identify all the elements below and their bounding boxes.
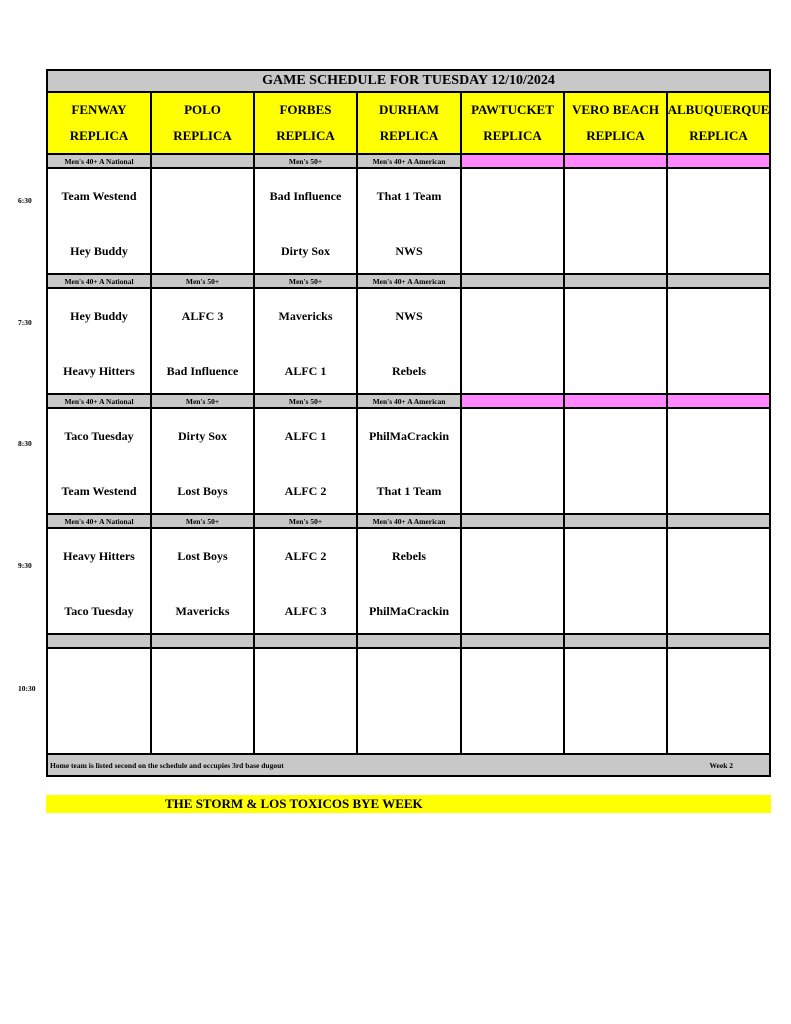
games-row — [48, 529, 769, 635]
division-label — [255, 635, 358, 647]
division-label — [462, 275, 565, 287]
home-team: PhilMaCrackin — [369, 604, 449, 618]
division-label — [462, 395, 565, 407]
field-type: REPLICA — [586, 128, 645, 143]
away-team: ALFC 1 — [284, 429, 327, 443]
game-cell — [565, 289, 668, 393]
game-cell — [668, 289, 769, 393]
game-cell — [255, 169, 358, 273]
division-row — [48, 155, 769, 169]
division-label — [462, 635, 565, 647]
game-cell — [152, 289, 255, 393]
division-label — [48, 635, 152, 647]
home-team: Hey Buddy — [70, 244, 128, 258]
home-team: ALFC 3 — [284, 604, 327, 618]
time-slots — [48, 155, 769, 755]
game-cell — [462, 409, 565, 513]
away-team: Bad Influence — [269, 189, 342, 203]
time-label: 7:30 — [18, 318, 32, 327]
game-cell — [565, 409, 668, 513]
division-label — [565, 155, 668, 167]
game-cell — [48, 289, 152, 393]
division-label: Men's 40+ A American — [358, 515, 462, 527]
footer-row — [48, 755, 769, 775]
field-name: VERO BEACH — [571, 102, 660, 117]
division-label — [462, 155, 565, 167]
home-team: Taco Tuesday — [64, 604, 134, 618]
bye-week-text: THE STORM & LOS TOXICOS BYE WEEK — [165, 796, 423, 811]
field-header — [462, 93, 565, 153]
game-cell — [152, 169, 255, 273]
field-type: REPLICA — [276, 128, 335, 143]
division-label — [152, 155, 255, 167]
game-cell — [668, 169, 769, 273]
game-cell — [48, 529, 152, 633]
game-cell — [358, 529, 462, 633]
schedule-table — [46, 69, 771, 777]
away-team: Dirty Sox — [178, 429, 227, 443]
field-name: DURHAM — [379, 102, 439, 117]
division-label: Men's 40+ A National — [48, 275, 152, 287]
away-team: Mavericks — [278, 309, 333, 323]
field-header — [668, 93, 769, 153]
home-team: NWS — [395, 244, 423, 258]
division-label — [462, 515, 565, 527]
home-team: Bad Influence — [166, 364, 239, 378]
game-cell — [255, 289, 358, 393]
home-team: Dirty Sox — [281, 244, 330, 258]
away-team: ALFC 2 — [284, 549, 327, 563]
division-label — [565, 395, 668, 407]
division-label: Men's 50+ — [255, 515, 358, 527]
time-label: 6:30 — [18, 196, 32, 205]
game-cell — [152, 409, 255, 513]
away-team: PhilMaCrackin — [369, 429, 449, 443]
division-label: Men's 50+ — [152, 515, 255, 527]
home-team-note: Home team is listed second on the schedule and occupies 3rd base dugout — [50, 760, 284, 770]
division-label: Men's 50+ — [255, 155, 358, 167]
game-cell — [48, 649, 152, 753]
home-team: That 1 Team — [376, 484, 442, 498]
division-label — [358, 635, 462, 647]
away-team: NWS — [395, 309, 423, 323]
field-header-row — [48, 93, 769, 155]
game-cell — [358, 289, 462, 393]
game-cell — [565, 649, 668, 753]
time-label: 8:30 — [18, 439, 32, 448]
game-cell — [358, 649, 462, 753]
away-team: Hey Buddy — [70, 309, 128, 323]
division-label: Men's 50+ — [255, 275, 358, 287]
division-label — [565, 635, 668, 647]
field-header — [48, 93, 152, 153]
field-name: FENWAY — [71, 102, 127, 117]
game-cell — [358, 409, 462, 513]
field-header — [152, 93, 255, 153]
division-label: Men's 50+ — [255, 395, 358, 407]
game-cell — [668, 409, 769, 513]
division-row — [48, 635, 769, 649]
division-label: Men's 40+ A National — [48, 155, 152, 167]
game-cell — [48, 409, 152, 513]
away-team: Lost Boys — [177, 549, 228, 563]
division-label: Men's 40+ A American — [358, 155, 462, 167]
division-label: Men's 40+ A American — [358, 395, 462, 407]
schedule-title: GAME SCHEDULE FOR TUESDAY 12/10/2024 — [48, 71, 769, 93]
game-cell — [152, 649, 255, 753]
home-team: Rebels — [392, 364, 426, 378]
field-header — [358, 93, 462, 153]
week-label: Week 2 — [709, 760, 733, 770]
games-row — [48, 289, 769, 395]
home-team: Mavericks — [175, 604, 230, 618]
field-name: POLO — [184, 102, 221, 117]
field-type: REPLICA — [689, 128, 748, 143]
division-label — [152, 635, 255, 647]
away-team: Team Westend — [61, 189, 137, 203]
division-label: Men's 50+ — [152, 275, 255, 287]
games-row — [48, 409, 769, 515]
division-label: Men's 50+ — [152, 395, 255, 407]
home-team: ALFC 1 — [284, 364, 327, 378]
field-header — [565, 93, 668, 153]
home-team: Lost Boys — [177, 484, 228, 498]
time-label: 10:30 — [18, 684, 36, 693]
away-team: That 1 Team — [376, 189, 442, 203]
away-team: Taco Tuesday — [64, 429, 134, 443]
field-name: FORBES — [279, 102, 332, 117]
time-label: 9:30 — [18, 561, 32, 570]
division-row — [48, 275, 769, 289]
field-name: ALBUQUERQUE — [667, 102, 770, 117]
division-label — [668, 275, 769, 287]
game-cell — [565, 529, 668, 633]
field-name: PAWTUCKET — [471, 102, 554, 117]
field-header — [255, 93, 358, 153]
games-row — [48, 649, 769, 755]
bye-week-banner — [46, 795, 771, 813]
game-cell — [565, 169, 668, 273]
games-row — [48, 169, 769, 275]
division-label — [668, 395, 769, 407]
field-type: REPLICA — [173, 128, 232, 143]
game-cell — [668, 529, 769, 633]
game-cell — [668, 649, 769, 753]
away-team: Rebels — [392, 549, 426, 563]
game-cell — [255, 529, 358, 633]
division-label: Men's 40+ A National — [48, 395, 152, 407]
division-label: Men's 40+ A National — [48, 515, 152, 527]
division-label — [668, 515, 769, 527]
game-cell — [152, 529, 255, 633]
game-cell — [462, 649, 565, 753]
division-label: Men's 40+ A American — [358, 275, 462, 287]
division-label — [668, 635, 769, 647]
away-team: ALFC 3 — [181, 309, 224, 323]
field-type: REPLICA — [379, 128, 439, 143]
field-type: REPLICA — [483, 128, 542, 143]
home-team: ALFC 2 — [284, 484, 327, 498]
division-label — [668, 155, 769, 167]
game-cell — [48, 169, 152, 273]
game-cell — [255, 409, 358, 513]
division-label — [565, 515, 668, 527]
game-cell — [358, 169, 462, 273]
game-cell — [462, 289, 565, 393]
division-row — [48, 515, 769, 529]
away-team: Heavy Hitters — [63, 549, 135, 563]
division-row — [48, 395, 769, 409]
division-label — [565, 275, 668, 287]
home-team: Team Westend — [61, 484, 137, 498]
game-cell — [462, 169, 565, 273]
game-cell — [462, 529, 565, 633]
game-cell — [255, 649, 358, 753]
home-team: Heavy Hitters — [63, 364, 135, 378]
field-type: REPLICA — [69, 128, 129, 143]
